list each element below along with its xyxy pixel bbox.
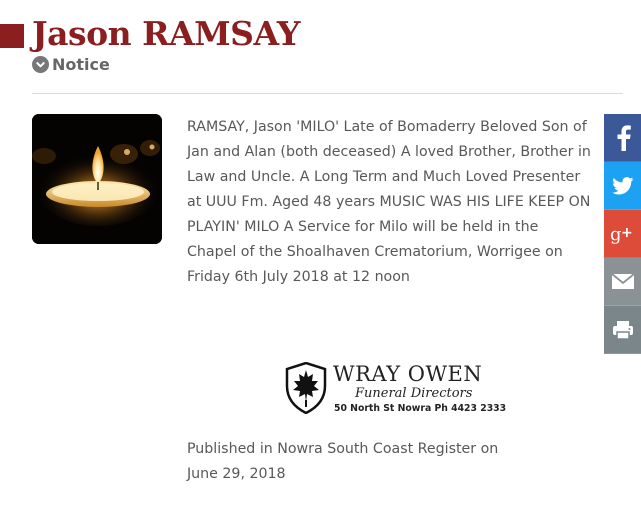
share-email-button[interactable] bbox=[604, 258, 641, 306]
share-bar bbox=[604, 114, 641, 354]
facebook-icon bbox=[614, 125, 632, 151]
share-facebook-button[interactable] bbox=[604, 114, 641, 162]
google-plus-icon bbox=[610, 224, 636, 244]
candle-photo bbox=[32, 114, 162, 244]
twitter-icon bbox=[612, 177, 634, 195]
shield-leaf-icon bbox=[285, 362, 327, 414]
email-icon bbox=[611, 273, 635, 290]
funeral-home-address: 50 North St Nowra Ph 4423 2333 bbox=[334, 403, 507, 414]
section-label bbox=[32, 55, 110, 74]
svg-text:g: g bbox=[609, 223, 622, 244]
notice-text: RAMSAY, Jason 'MILO' Late of Bomaderry Beloved Son of Jan and Alan (both deceased) A loved Brother, Brother in Law and Uncle. A Long Term and Much Loved Presenter at UUU Fm. Aged 48 years MUSIC WAS HIS LIFE KEEP ON PLAYIN' MILO A Service for Milo will be held in the Chapel of the Shoalhaven Crematorium, Worrigee on Friday 6th July 2018 at 12 noon bbox=[187, 119, 591, 285]
section-label-text: Notice bbox=[52, 55, 110, 74]
share-twitter-button[interactable] bbox=[604, 162, 641, 210]
share-google-plus-button[interactable] bbox=[604, 210, 641, 258]
print-icon bbox=[612, 320, 634, 340]
print-button[interactable] bbox=[604, 306, 641, 354]
publication-info: Published in Nowra South Coast Register on June 29, 2018 bbox=[187, 441, 499, 482]
funeral-home-logo[interactable] bbox=[285, 362, 507, 420]
funeral-home-name: WRAY OWEN bbox=[333, 362, 483, 386]
title-accent-bar bbox=[0, 24, 24, 48]
funeral-home-subtitle: Funeral Directors bbox=[355, 386, 473, 401]
svg-text:+: + bbox=[620, 224, 633, 241]
divider bbox=[32, 93, 623, 94]
page-title: Jason RAMSAY bbox=[32, 14, 300, 53]
chevron-down-icon bbox=[32, 56, 49, 73]
